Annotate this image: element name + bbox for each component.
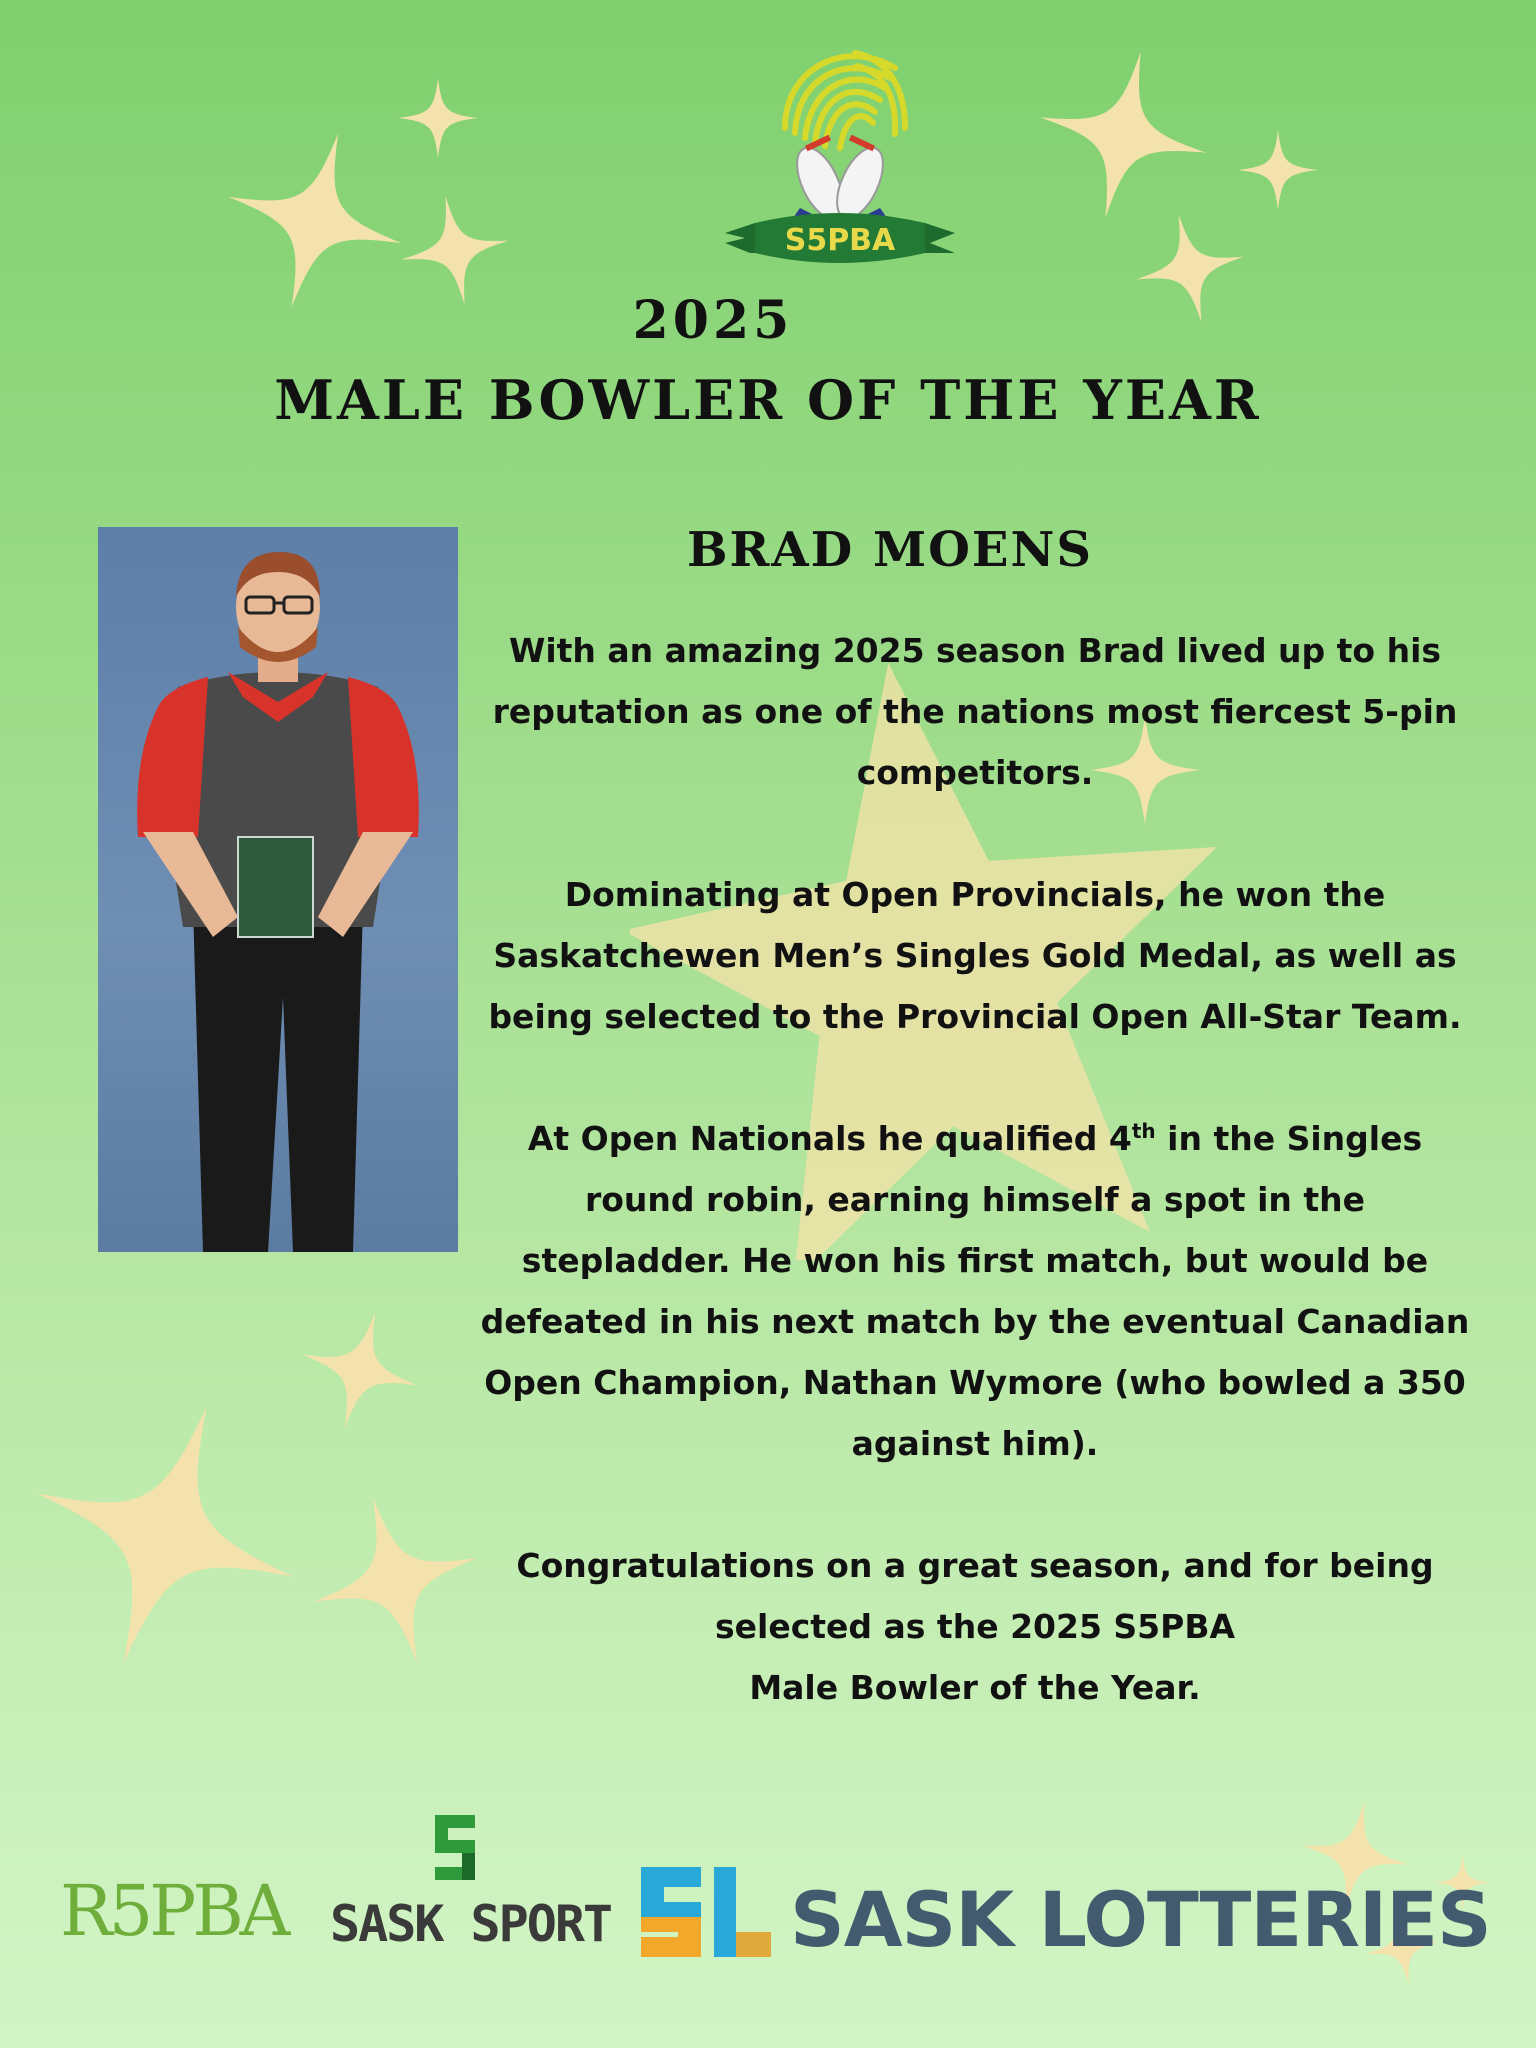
citation-paragraph: With an amazing 2025 season Brad lived up to his reputation as one of the nations most fiercest 5-pin competitors. [492,631,1458,792]
citation-text-part: in the Singles round robin, earning himself a spot in the stepladder. He won his first match, but would be defeated in his next match by the eventual Canadian Open Champion, Nathan Wymore (who bowled a 350 against him). [480,1119,1470,1463]
bowler-name: BRAD MOENS [686,522,1094,578]
citation-text-part: At Open Nationals he qualified 4 [527,1119,1132,1158]
star-icon [300,1310,420,1430]
star-icon [1238,130,1318,210]
citation-paragraph [475,1535,1475,1718]
bowler-figure [98,527,458,1252]
logo-text: S5PBA [784,223,896,258]
award-title: MALE BOWLER OF THE YEAR [274,368,1262,432]
citation-paragraph: Dominating at Open Provincials, he won the Saskatchewen Men’s Singles Gold Medal, as well as being selected to the Provincial Open All-Star Team. [488,875,1462,1036]
star-icon [30,1400,300,1670]
sask-sport-logo: SASK SPORT [330,1895,612,1953]
sask-lotteries-logo-icon [636,1862,776,1962]
star-icon [1038,50,1208,220]
ordinal-suffix: th [1131,1119,1156,1143]
citation-text-part: Congratulations on a great season, and for being selected as the 2025 S5PBA [516,1546,1434,1646]
star-icon [310,1495,480,1665]
r5pba-logo: R5PBA [60,1870,287,1952]
bowler-photo [98,527,458,1252]
award-year: 2025 [632,290,794,351]
s5pba-logo [715,28,965,278]
star-icon [400,195,510,305]
sask-lotteries-logo: SASK LOTTERIES [790,1875,1491,1964]
sask-sport-logo-icon [430,1810,480,1885]
star-icon [398,78,478,158]
citation-paragraph [475,1108,1475,1474]
star-icon [225,130,405,310]
citation-text-part: Male Bowler of the Year. [749,1668,1201,1707]
wheat-bowling-logo-icon [715,28,965,278]
citation-text [475,620,1475,1779]
